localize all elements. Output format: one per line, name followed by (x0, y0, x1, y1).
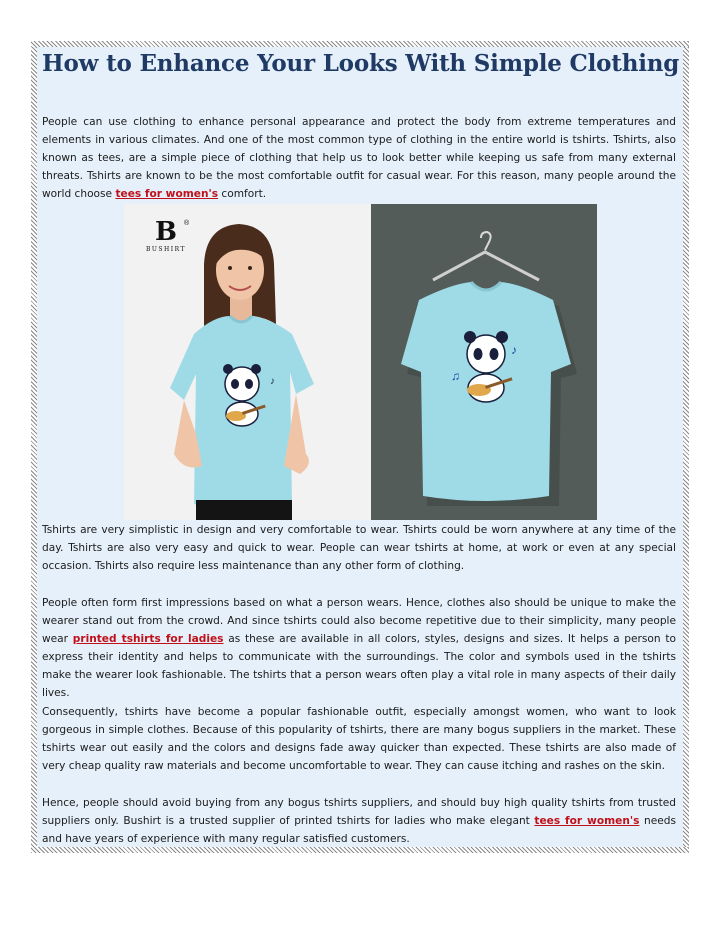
paragraph-text: People often form first impressions based on what a person wears. Hence, clothes also should be unique to make the wearer stand out from the crowd. And since tshirts could also become repetitive due to their simplicity, many people wear (42, 597, 676, 645)
model-photo-panel (124, 204, 371, 520)
paragraph-text: People can use clothing to enhance personal appearance and protect the body from extreme temperatures and elements in various climates. And one of the most common type of clothing in the entire world is tshirts. Tshirts, also known as tees, are a simple piece of clothing that help us to look better while keeping us safe from many external threats. Tshirts are known to be the most comfortable outfit for casual wear. For this reason, many people around the world choose (42, 116, 676, 200)
paragraph-conclusion (42, 794, 676, 848)
model-wearing-tshirt-illustration (124, 204, 371, 520)
hanger-photo-panel (371, 204, 597, 520)
tees-for-womens-link[interactable]: tees for women's (115, 188, 219, 200)
tshirt-on-hanger-illustration (371, 204, 597, 520)
paragraph-text: as these are available in all colors, styles, designs and sizes. It helps a person to express their identity and helps to communicate with the surroundings. The color and symbols used in the tshirts make the wearer look fashionable. The tshirts that a person wears often play a vital role in many aspects of their daily lives. (42, 633, 676, 699)
printed-tshirts-for-ladies-link[interactable]: printed tshirts for ladies (72, 633, 224, 645)
paragraph-text: needs and have years of experience with many regular satisfied customers. (42, 815, 676, 845)
paragraph-text: Hence, people should avoid buying from any bogus tshirts suppliers, and should buy high quality tshirts from trusted suppliers only. Bushirt is a trusted supplier of printed tshirts for ladies who make elegant (42, 797, 676, 827)
product-photo (124, 204, 597, 520)
page-title: How to Enhance Your Looks With Simple Clothing (42, 50, 680, 77)
paragraph-simplicity: Tshirts are very simplistic in design and very comfortable to wear. Tshirts could be worn anywhere at any time of the day. Tshirts are also very easy and quick to wear. People can wear tshirts at home, at work or even at any special occasion. Tshirts also require less maintenance than any other form of clothing. (42, 524, 676, 572)
paragraph-intro (42, 113, 676, 203)
svg-text:♪: ♪ (270, 376, 275, 387)
svg-text:♪: ♪ (511, 343, 517, 357)
paragraph-bogus-suppliers: Consequently, tshirts have become a popular fashionable outfit, especially amongst women, who want to look gorgeous in simple clothes. Because of this popularity of tshirts, there are many bogus suppliers in the market. These tshirts wear out easily and the colors and designs fade away quicker than expected. These tshirts are also made of very cheap quality raw materials and become uncomfortable to wear. They can cause itching and rashes on the skin. (42, 706, 676, 772)
paragraph-impressions (42, 594, 676, 702)
bushirt-logo: B ® BUSHIRT (145, 217, 190, 253)
svg-text:♫: ♫ (451, 369, 460, 383)
tees-for-womens-link-2[interactable]: tees for women's (534, 815, 640, 827)
paragraph-text: comfort. (218, 188, 267, 200)
